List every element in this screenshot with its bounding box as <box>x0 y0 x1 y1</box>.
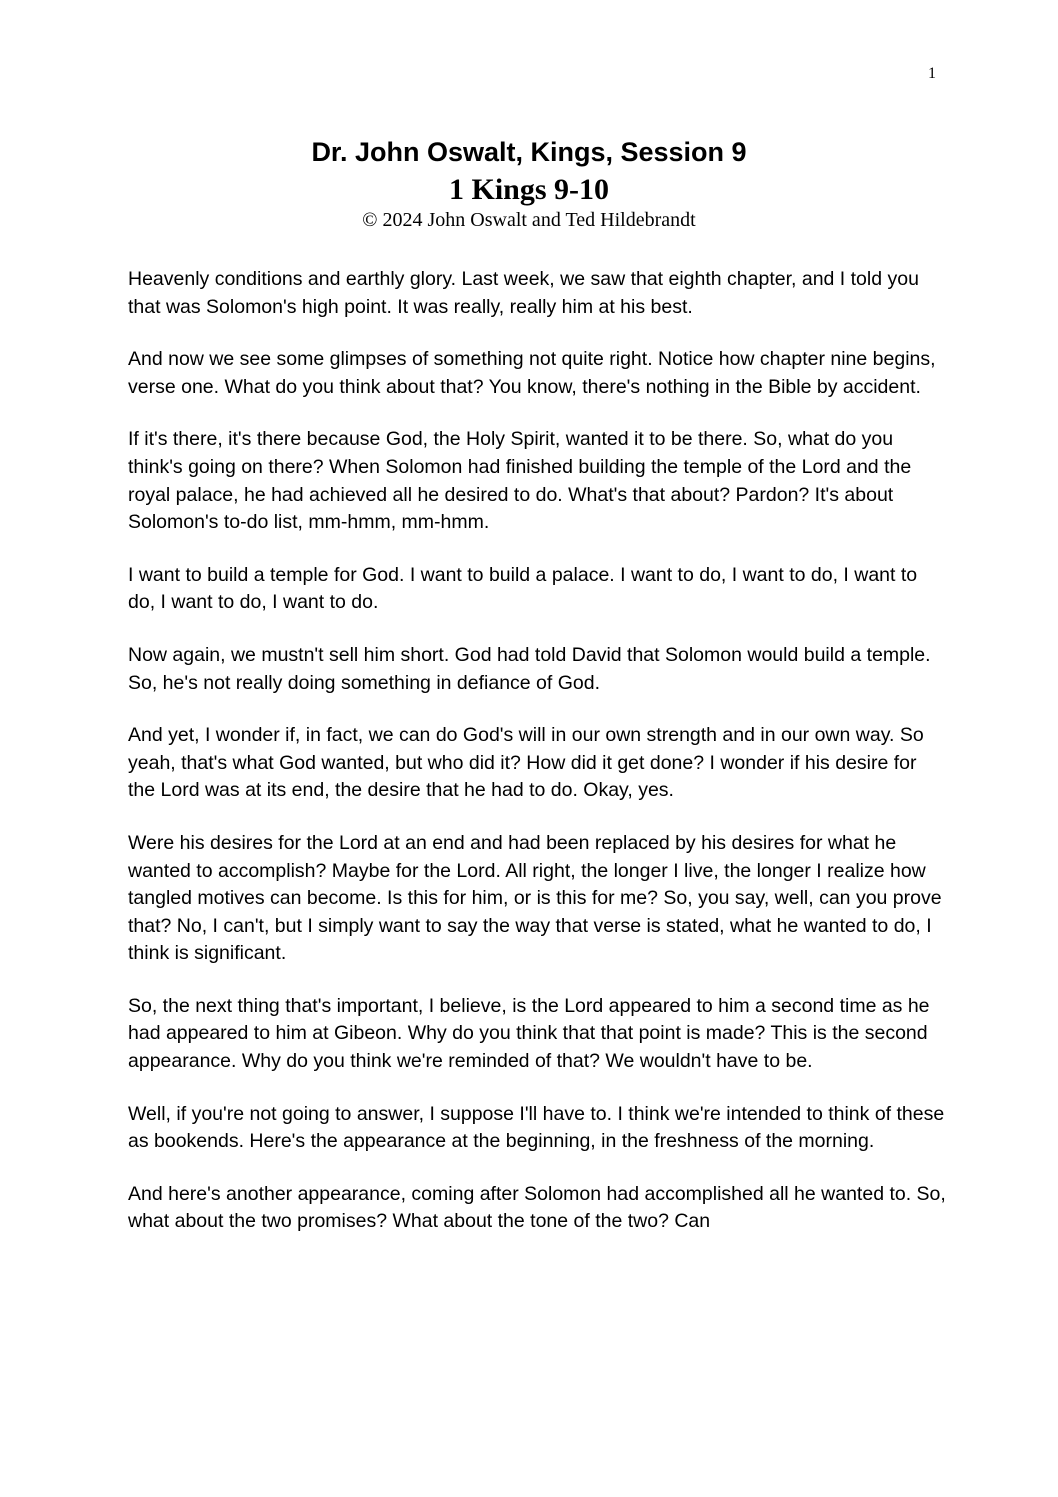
paragraph: Were his desires for the Lord at an end and had been replaced by his desires for what he wanted to accomplish? Maybe for the Lord. All right, the longer I live, the longer I realize how tangled motives can become. Is this for him, or is this for me? So, you say, well, can you prove that? No, I can't, but I simply want to say the way that verse is stated, what he wanted to do, I think is significant. <box>128 831 942 965</box>
page-number: 1 <box>928 65 936 82</box>
document-header <box>0 136 1058 232</box>
transcript-body <box>128 266 948 1261</box>
paragraph: And now we see some glimpses of something not quite right. Notice how chapter nine begins, verse one. What do you think about that? You know, there's nothing in the Bible by accident. <box>128 348 936 398</box>
paragraph: So, the next thing that's important, I believe, is the Lord appeared to him a second time as he had appeared to him at Gibeon. Why do you think that that point is made? This is the second appearance. Why do you think we're reminded of that? We wouldn't have to be. <box>128 994 930 1073</box>
document-title: Dr. John Oswalt, Kings, Session 9 <box>311 137 747 167</box>
document-subtitle: 1 Kings 9-10 <box>448 173 610 206</box>
copyright-line: © 2024 John Oswalt and Ted Hildebrandt <box>362 209 696 231</box>
paragraph: I want to build a temple for God. I want to build a palace. I want to do, I want to do, I want to do, I want to do, I want to do. <box>128 563 918 614</box>
paragraph: And here's another appearance, coming after Solomon had accomplished all he wanted to. So, what about the two promises? What about the tone of the two? Can <box>128 1182 946 1233</box>
paragraph: Now again, we mustn't sell him short. God had told David that Solomon would build a temple. So, he's not really doing something in defiance of God. <box>128 643 931 694</box>
paragraph: If it's there, it's there because God, the Holy Spirit, wanted it to be there. So, what do you think's going on there? When Solomon had finished building the temple of the Lord and the royal palace, he had achieved all he desired to do. What's that about? Pardon? It's about Solomon's to-do list, mm-hmm, mm-hmm. <box>128 428 912 534</box>
paragraph: Well, if you're not going to answer, I suppose I'll have to. I think we're intended to think of these as bookends. Here's the appearance at the beginning, in the freshness of the morning. <box>128 1102 945 1153</box>
paragraph: Heavenly conditions and earthly glory. Last week, we saw that eighth chapter, and I told you that was Solomon's high point. It was really, really him at his best. <box>128 268 919 318</box>
paragraph: And yet, I wonder if, in fact, we can do God's will in our own strength and in our own way. So yeah, that's what God wanted, but who did it? How did it get done? I wonder if his desire for the Lord was at its end, the desire that he had to do. Okay, yes. <box>128 724 924 802</box>
